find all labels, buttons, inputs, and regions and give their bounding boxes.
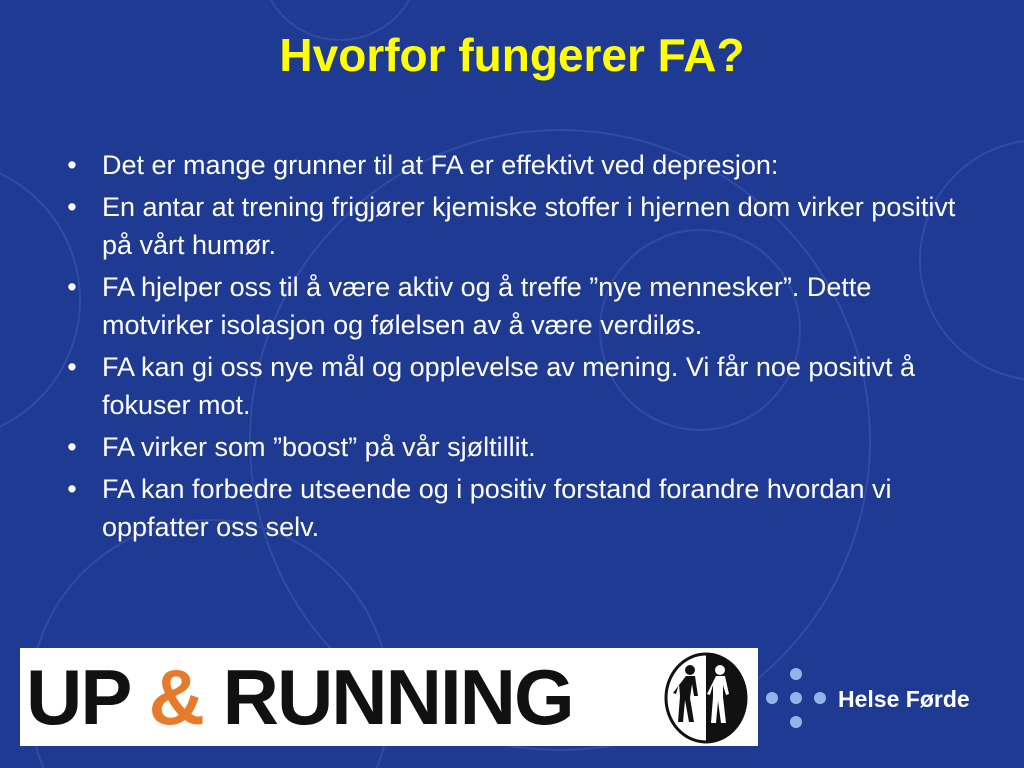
bullet-text: FA kan gi oss nye mål og opplevelse av mening. Vi får noe positivt å fokuser mot. [102,352,915,420]
bullet-text: En antar at trening frigjører kjemiske stoffer i hjernen dom virker positivt på vårt humør. [102,192,956,260]
bullet-item [62,428,962,466]
bullet-symbol: • [67,432,77,462]
bullet-text: FA hjelper oss til å være aktiv og å treffe ”nye mennesker”. Dette motvirker isolasjon og følelsen av å være verdiløs. [102,272,872,340]
bullet-symbol: • [67,150,77,180]
bullet-symbol: • [67,352,77,382]
bullet-item [62,268,962,344]
bullet-item [62,348,962,424]
bullet-list [62,146,962,550]
bullet-symbol: • [67,272,77,302]
bullet-text: FA kan forbedre utseende og i positiv forstand forandre hvordan vi oppfatter oss selv. [102,474,892,542]
bullet-symbol: • [67,474,77,504]
logo-wordmark [26,652,573,742]
bullet-text: Det er mange grunner til at FA er effektivt ved depresjon: [102,150,779,180]
logo-running: RUNNING [202,653,573,741]
up-and-running-logo [20,648,758,746]
bullet-item [62,188,962,264]
runners-emblem-icon [660,652,752,744]
logo-up: UP [26,653,149,741]
logo-ampersand: & [148,653,203,741]
bullet-text: FA virker som ”boost” på vår sjøltillit. [102,432,536,462]
slide-title: Hvorfor fungerer FA? [279,29,745,81]
bullet-symbol: • [67,192,77,222]
helse-forde-logo-text: Helse Førde [838,686,970,712]
bullet-item [62,470,962,546]
bullet-item [62,146,962,184]
